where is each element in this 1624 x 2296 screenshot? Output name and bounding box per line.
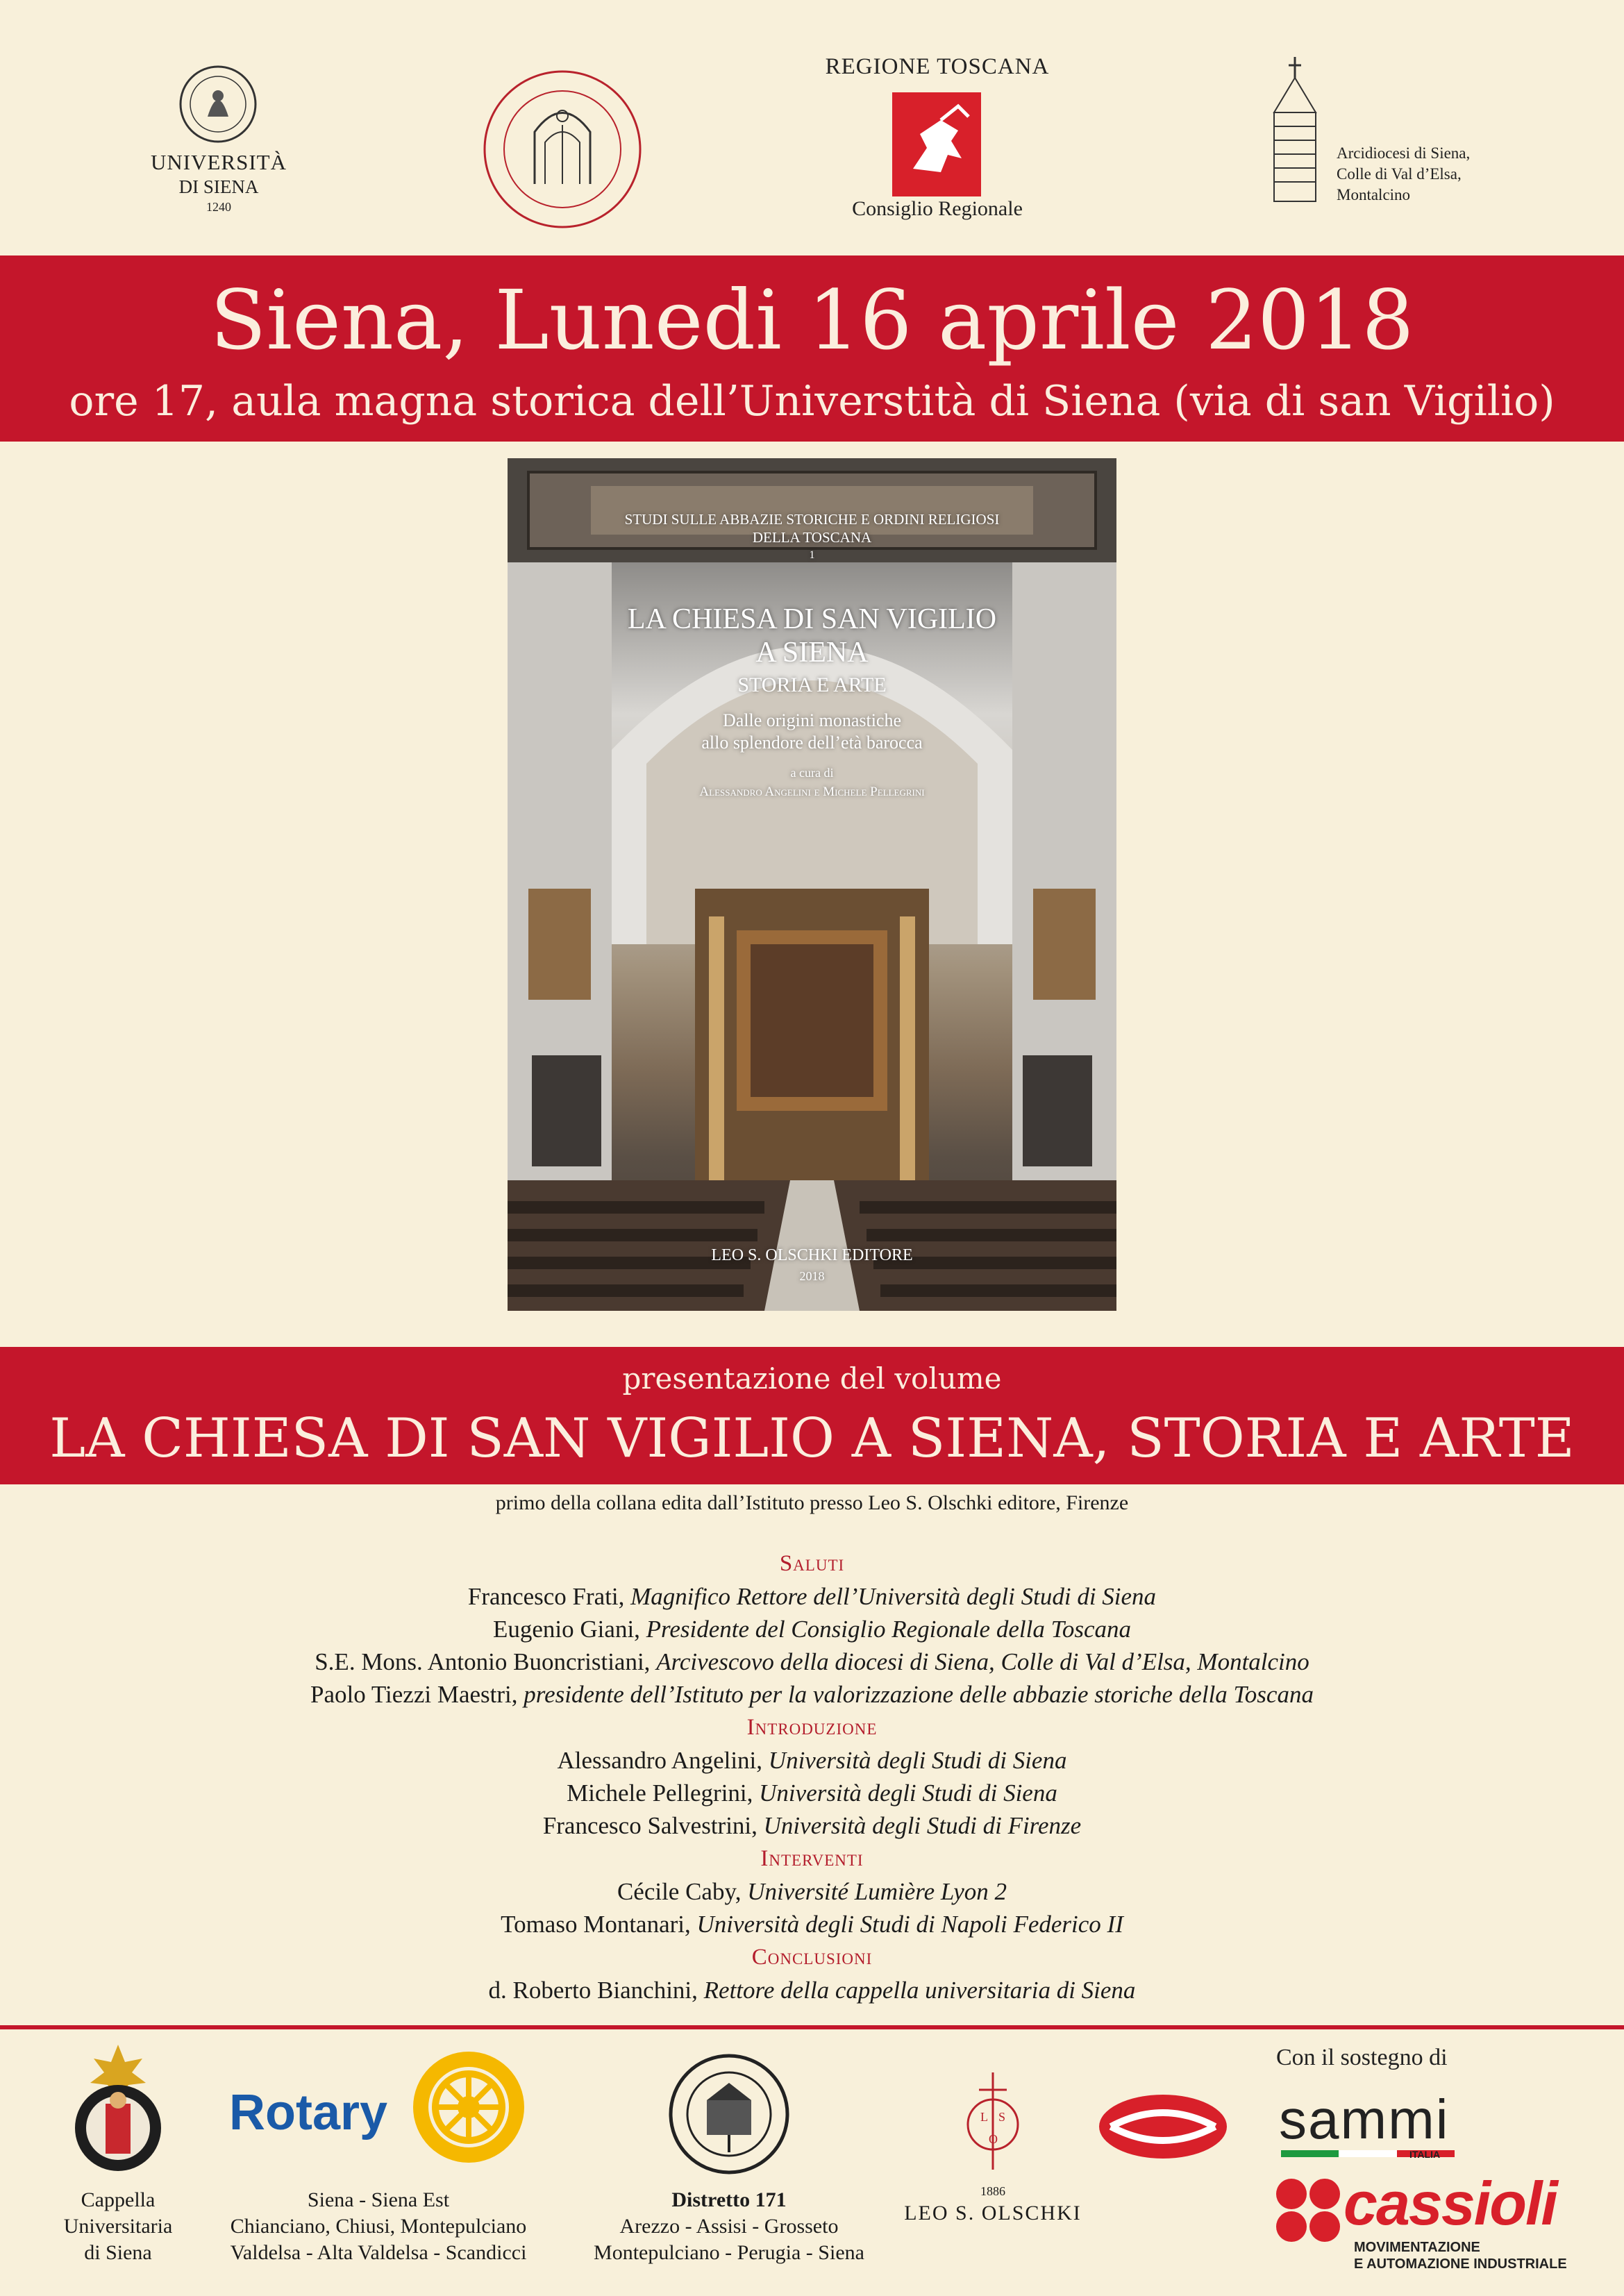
support-label: Con il sostegno di [1276, 2045, 1448, 2070]
cassioli-dots-icon [1271, 2177, 1347, 2246]
program-item: d. Roberto Bianchini, Rettore della cappella universitaria di Siena [488, 1977, 1136, 2004]
cassioli-name: cassioli [1343, 2169, 1557, 2238]
arcidiocesi-line1: Arcidiocesi di Siena, [1337, 144, 1471, 162]
cathedral-tower-icon [1264, 57, 1326, 203]
serra-line1: Distretto 171 [671, 2188, 787, 2211]
cappella-emblem-icon [69, 2045, 167, 2184]
cover-year: 2018 [799, 1269, 825, 1283]
logo-arcidiocesi [1264, 57, 1493, 210]
program-item: Francesco Frati, Magnifico Rettore dell’Università degli Studi di Siena [467, 1583, 1157, 1610]
program-item: Paolo Tiezzi Maestri, presidente dell’Istituto per la valorizzazione delle abbazie storiche della Toscana [310, 1681, 1314, 1708]
title-banner [0, 1347, 1624, 1484]
program-item: Tomaso Montanari, Università degli Studi di Napoli Federico II [501, 1911, 1123, 1938]
cover-sub-line2: allo splendore dell’età barocca [701, 732, 923, 753]
cover-publisher: LEO S. OLSCHKI EDITORE [711, 1246, 913, 1264]
pegasus-icon [892, 92, 981, 196]
svg-text:O: O [989, 2132, 998, 2146]
program [0, 1547, 1624, 2006]
rotary-line3: Valdelsa - Alta Valdelsa - Scandicci [230, 2241, 527, 2264]
date-banner [0, 255, 1624, 442]
regione-title: REGIONE TOSCANA [825, 54, 1050, 79]
sammi-logo-icon [1097, 2092, 1229, 2161]
unisi-seal-icon [176, 62, 260, 146]
unisi-sub: DI SIENA [178, 176, 259, 197]
sammi-name: sammi [1279, 2088, 1450, 2150]
olschki-emblem-icon [958, 2072, 1028, 2177]
olschki-year: 1886 [980, 2184, 1005, 2198]
saluti-heading: Saluti [779, 1551, 845, 1576]
istituto-seal-icon [479, 66, 646, 233]
cover-series-line2: DELLA TOSCANA [752, 529, 872, 546]
serra-line3: Montepulciano - Perugia - Siena [594, 2241, 864, 2264]
cover-curators-label: a cura di [790, 766, 834, 780]
cover-curators: Alessandro Angelini e Michele Pellegrini [699, 785, 925, 799]
logo-regione-toscana [819, 54, 1055, 228]
rotary-line2: Chianciano, Chiusi, Montepulciano [230, 2215, 527, 2238]
unisi-year: 1240 [206, 200, 231, 214]
rotary-logo-text: Rotary [229, 2085, 388, 2140]
serra-line2: Arezzo - Assisi - Grosseto [619, 2215, 839, 2238]
cover-title-line3: STORIA E ARTE [737, 673, 887, 696]
logo-universita-siena [132, 62, 305, 222]
presentation-label: presentazione del volume [622, 1361, 1002, 1396]
book-cover [508, 458, 1116, 1311]
rotary-wheel-icon [410, 2048, 528, 2166]
cappella-line2: Universitaria [63, 2215, 173, 2238]
interventi-heading: Interventi [760, 1846, 864, 1871]
logo-istituto [479, 66, 653, 233]
sponsor-olschki [896, 2072, 1090, 2225]
sponsor-support [1097, 2045, 1611, 2288]
cassioli-line2: E AUTOMAZIONE INDUSTRIALE [1354, 2256, 1567, 2272]
program-item: S.E. Mons. Antonio Buoncristiani, Arcivescovo della diocesi di Siena, Colle di Val d’Elsa, Montalcino [315, 1648, 1309, 1675]
cover-title-line2: A SIENA [755, 637, 869, 669]
cappella-line3: di Siena [84, 2241, 152, 2264]
program-item: Alessandro Angelini, Università degli Studi di Siena [557, 1747, 1067, 1774]
arcidiocesi-line2: Colle di Val d’Elsa, [1337, 165, 1462, 183]
serra-emblem-icon [667, 2052, 792, 2177]
unisi-name: UNIVERSITÀ [151, 150, 287, 174]
regione-sub: Consiglio Regionale [852, 197, 1023, 220]
cover-title-line1: LA CHIESA DI SAN VIGILIO [627, 603, 997, 635]
cassioli-line1: MOVIMENTAZIONE [1354, 2240, 1480, 2255]
conclusioni-heading: Conclusioni [751, 1945, 873, 1970]
cover-sub-line1: Dalle origini monastiche [722, 710, 902, 730]
rotary-line1: Siena - Siena Est [307, 2188, 450, 2211]
svg-text:S: S [998, 2110, 1006, 2124]
collana-note: primo della collana edita dall’Istituto presso Leo S. Olschki editore, Firenze [495, 1491, 1129, 1514]
bottom-separator [0, 2025, 1624, 2029]
cappella-line1: Cappella [81, 2188, 156, 2211]
church-interior-image [508, 458, 1116, 1311]
program-item: Cécile Caby, Université Lumière Lyon 2 [617, 1878, 1007, 1905]
sammi-sub: ITALIA [1409, 2149, 1441, 2160]
olschki-name: LEO S. OLSCHKI [904, 2202, 1082, 2224]
book-title: LA CHIESA DI SAN VIGILIO A SIENA, STORIA E ARTE [49, 1407, 1575, 1470]
sponsor-serra [583, 2052, 875, 2288]
event-venue: ore 17, aula magna storica dell’Universtità di Siena (via di san Vigilio) [69, 377, 1555, 426]
cover-series-num: 1 [809, 549, 815, 561]
program-item: Francesco Salvestrini, Università degli Studi di Firenze [542, 1812, 1082, 1839]
sponsor-cappella [49, 2045, 187, 2281]
event-date-title: Siena, Lunedi 16 aprile 2018 [210, 272, 1414, 368]
arcidiocesi-line3: Montalcino [1337, 186, 1411, 203]
program-item: Michele Pellegrini, Università degli Studi di Siena [567, 1779, 1057, 1807]
cover-series-line1: STUDI SULLE ABBAZIE STORICHE E ORDINI RELIGIOSI [624, 511, 1000, 528]
svg-text:L: L [980, 2110, 988, 2124]
program-item: Eugenio Giani, Presidente del Consiglio Regionale della Toscana [493, 1616, 1131, 1643]
introduzione-heading: Introduzione [746, 1715, 878, 1740]
sponsor-rotary [201, 2048, 555, 2284]
